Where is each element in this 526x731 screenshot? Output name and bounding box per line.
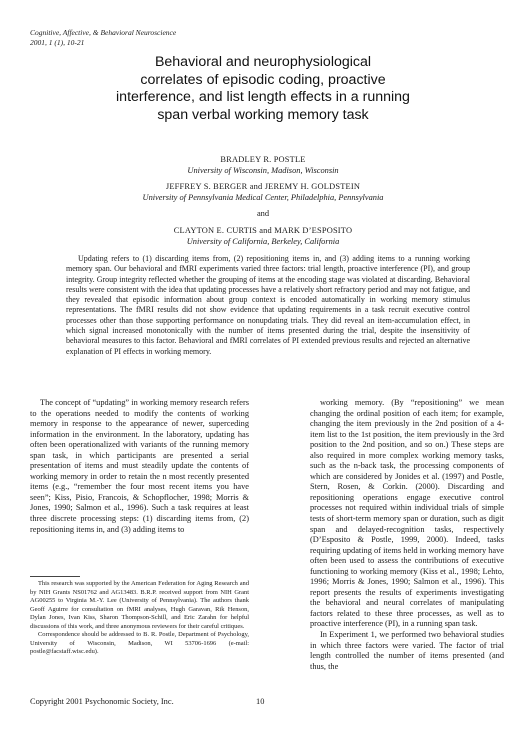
- page-number: 10: [256, 697, 265, 706]
- body-paragraph: The concept of “updating” in working memory research refers to the operations needed to modify the contents of working memory in response to the appearance of newer, superceding information in the environment. In the laboratory, updating has often been operationalized with variants of the running memory span task, in which participants are presented a serial presentation of items and must steadily update the contents of working memory in order to retain the n most recently presented items (e.g., “remember the four most recent items you have seen”; Kiss, Pisio, Francois, & Schopflocher, 1998; Morris & Jones, 1990; Salmon et al., 1996). Such a task requires at least three discrete processing steps: (1) discarding items from, (2) repositioning items in, and (3) adding items to: [30, 398, 249, 534]
- body-paragraph: working memory. (By “repositioning” we mean changing the ordinal position of each item; for example, changing the item previously in the 2nd position of a 4-item list to the 1st position, the item previously in the 3rd position to the 2nd position, and so on.) These steps are also required in more complex working memory tasks, such as the n-back task, the processing components of which are considered by Jonides et al. (1997) and Postle, Stern, Rosen, & Corkin. (2000). Discarding and repositioning operations engage executive control processes not required within individual trials of simple tests of short-term memory span or duration, such as digit span and delayed-recognition tasks, respectively (D’Esposito & Postle, 1999, 2000). Indeed, tasks requiring updating of items held in working memory have often been used to assess the contributions of executive functioning to working memory (Kiss et al., 1998; Lehto, 1996; Morris & Jones, 1990; Salmon et al., 1996). This report presents the results of experiments investigating the behavioral and neural correlates of manipulating factors related to these three processes, as well as to proactive interference (PI), in a running span task.: [310, 398, 504, 629]
- journal-volume: 2001, 1 (1), 10-21: [30, 37, 85, 47]
- footnote-acknowledgments: This research was supported by the American Federation for Aging Research and by NIH Grants NS01762 and AG13483. B.R.P. received support from NIH Grant AG00255 to Virginia M.-Y. Lee (University of Pennsylvania). The authors thank Geoff Aguirre for consultation on fMRI analyses, Hugh Garavan, Rik Henson, Dylan Jones, Ivan Kiss, Sharon Thompson-Schill, and Eric Zarahn for helpful discussions of this work, and three anonymous reviewers for their careful critiques.: [30, 580, 249, 630]
- journal-name: Cognitive, Affective, & Behavioral Neuroscience: [30, 28, 177, 37]
- title-line-2: correlates of episodic coding, proactive: [140, 71, 386, 88]
- title-line-4: span verbal working memory task: [157, 106, 369, 123]
- author-affiliation: University of Pennsylvania Medical Center, Philadelphia, Pennsylvania: [142, 192, 384, 202]
- abstract-text: Updating refers to (1) discarding items from, (2) repositioning items in, and (3) adding items to a running working memory span. Our behavioral and fMRI experiments varied three factors: trial length, proactive interference (PI), and group integrity. Group integrity reflected whether the grouping of items at the encoding stage was violated at discarding. Behavioral results were consistent with the idea that updating processes have a relatively short refractory period and may not fatigue, and they revealed that episodic information about group context is encoded automatically in working memory stimulus representations. The fMRI results did not show evidence that updating requirements in a task recruit executive control processes other than those supporting performance on nonupdating trials. They did reveal an item-accumulation effect, in which signal increased monotonically with the number of items presented during the trial, despite the insensitivity of behavioral measures to this factor. Behavioral and fMRI correlates of PI extended previous results and rejected an alternative explanation of PI effects in working memory.: [66, 254, 470, 356]
- title-line-3: interference, and list length effects in a running: [116, 89, 410, 106]
- author-name: JEFFREY S. BERGER and JEREMY H. GOLDSTEIN: [165, 182, 361, 192]
- author-block: [40, 155, 486, 247]
- journal-header: [30, 28, 176, 47]
- footnote: [30, 580, 249, 657]
- body-column-right: [310, 398, 504, 672]
- article-title: [60, 54, 466, 124]
- title-line-1: Behavioral and neurophysiological: [154, 54, 372, 70]
- body-column-left: [30, 398, 249, 535]
- copyright-footer: Copyright 2001 Psychonomic Society, Inc.: [30, 697, 174, 706]
- authors-and: and: [256, 209, 270, 219]
- author-name: CLAYTON E. CURTIS and MARK D’ESPOSITO: [173, 225, 353, 235]
- footnote-divider: [30, 576, 80, 577]
- footnote-correspondence: Correspondence should be addressed to B. R. Postle, Department of Psychology, University of Wisconsin, Madison, WI 53706-1696 (e-mail: postle@facstaff.wisc.edu).: [30, 631, 249, 656]
- author-affiliation: University of California, Berkeley, California: [186, 236, 340, 246]
- body-paragraph: In Experiment 1, we performed two behavioral studies in which three factors were varied. The factor of trial length controlled the number of items presented (and thus, the: [310, 630, 504, 671]
- author-name: BRADLEY R. POSTLE: [220, 155, 306, 164]
- abstract: [66, 254, 470, 357]
- author-affiliation: University of Wisconsin, Madison, Wisconsin: [187, 165, 339, 175]
